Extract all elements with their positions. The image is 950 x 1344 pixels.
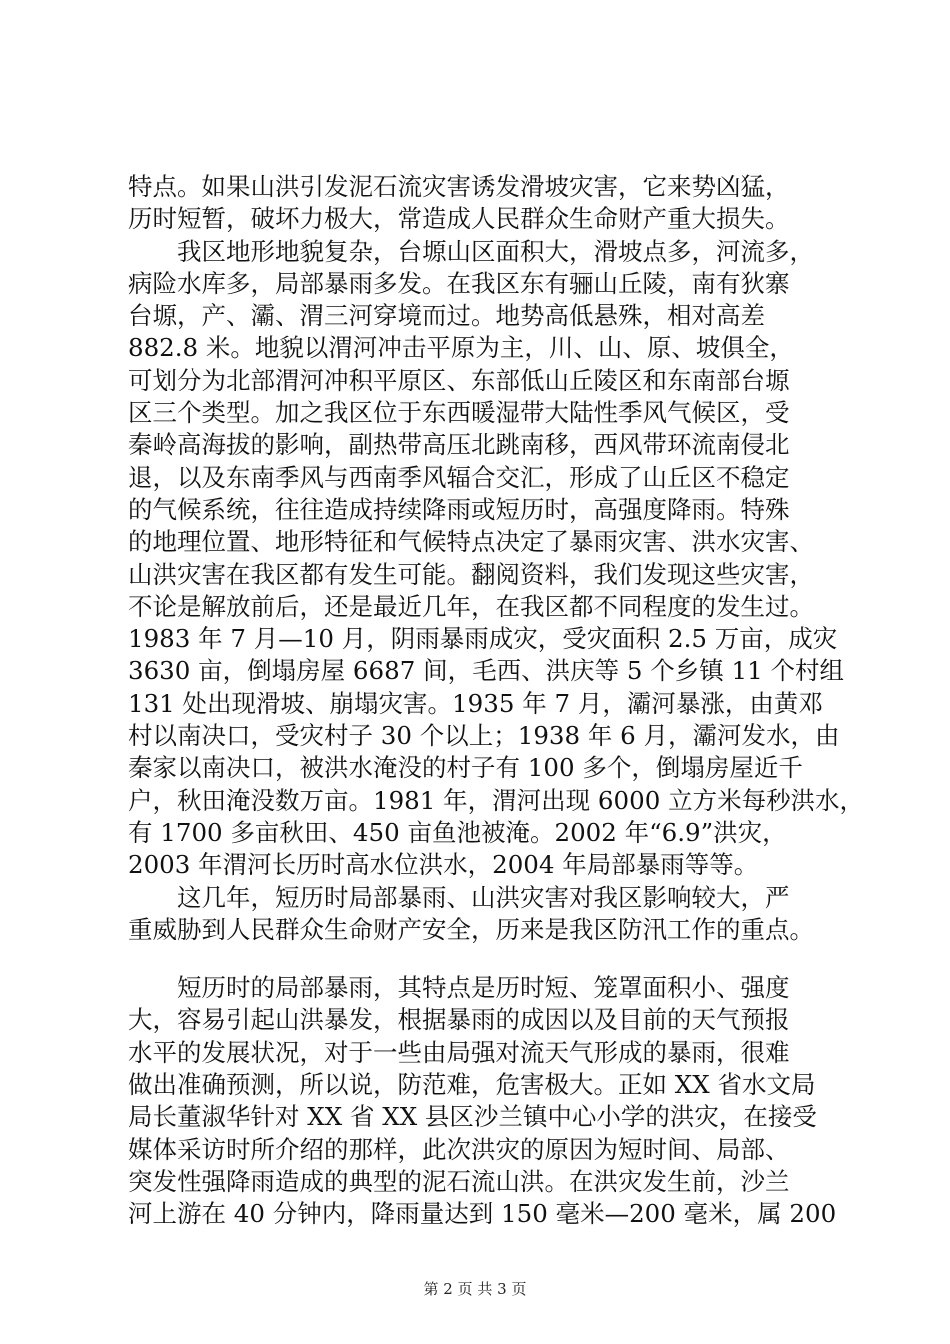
text-line: 可划分为北部渭河冲积平原区、东部低山丘陵区和东南部台塬 <box>128 365 790 395</box>
text-line: 3630 亩，倒塌房屋 6687 间，毛西、洪庆等 5 个乡镇 11 个村组 <box>128 656 844 686</box>
text-line: 历时短暂，破坏力极大，常造成人民群众生命财产重大损失。 <box>128 204 790 234</box>
paragraph <box>128 171 858 236</box>
text-line: 媒体采访时所介绍的那样，此次洪灾的原因为短时间、局部、 <box>128 1134 790 1164</box>
text-line: 2003 年渭河长历时高水位洪水，2004 年局部暴雨等等。 <box>128 850 759 880</box>
text-line: 河上游在 40 分钟内，降雨量达到 150 毫米—200 毫米，属 200 <box>128 1199 837 1229</box>
text-line: 山洪灾害在我区都有发生可能。翻阅资料，我们发现这些灾害， <box>128 559 814 589</box>
text-line: 局长董淑华针对 XX 省 XX 县区沙兰镇中心小学的洪灾，在接受 <box>128 1102 817 1132</box>
text-line: 病险水库多，局部暴雨多发。在我区东有骊山丘陵，南有狄寨 <box>128 268 790 298</box>
text-line: 有 1700 多亩秋田、450 亩鱼池被淹。2002 年“6.9”洪灾， <box>128 817 787 847</box>
text-line: 特点。如果山洪引发泥石流灾害诱发滑坡灾害，它来势凶猛， <box>128 172 790 201</box>
text-line: 这几年，短历时局部暴雨、山洪灾害对我区影响较大，严 <box>128 882 790 912</box>
text-line: 131 处出现滑坡、崩塌灾害。1935 年 7 月，灞河暴涨，由黄邓 <box>128 688 823 718</box>
text-line: 我区地形地貌复杂，台塬山区面积大，滑坡点多，河流多， <box>128 236 814 266</box>
text-line: 短历时的局部暴雨，其特点是历时短、笼罩面积小、强度 <box>128 973 790 1003</box>
paragraph-gap <box>128 946 858 972</box>
text-line: 做出准确预测，所以说，防范难，危害极大。正如 XX 省水文局 <box>128 1070 816 1100</box>
text-line: 村以南决口，受灾村子 30 个以上；1938 年 6 月，灞河发水，由 <box>128 721 840 751</box>
text-line: 退，以及东南季风与西南季风辐合交汇，形成了山丘区不稳定 <box>128 462 790 492</box>
text-line: 台塬，产、灞、渭三河穿境而过。地势高低悬殊，相对高差 <box>128 301 765 331</box>
text-line: 882.8 米。地貌以渭河冲击平原为主，川、山、原、坡俱全， <box>128 333 794 363</box>
text-line: 水平的发展状况，对于一些由局强对流天气形成的暴雨，很难 <box>128 1037 790 1067</box>
text-line: 的气候系统，往往造成持续降雨或短历时，高强度降雨。特殊 <box>128 494 790 524</box>
text-line: 不论是解放前后，还是最近几年，在我区都不同程度的发生过。 <box>128 591 814 621</box>
paragraph <box>128 236 865 882</box>
text-line: 1983 年 7 月—10 月，阴雨暴雨成灾，受灾面积 2.5 万亩，成灾 <box>128 624 838 654</box>
paragraph <box>128 972 858 1230</box>
page-footer: 第 2 页 共 3 页 <box>423 1280 527 1298</box>
body-text <box>128 171 865 1231</box>
text-line: 秦岭高海拔的影响，副热带高压北跳南移，西风带环流南侵北 <box>128 430 790 460</box>
text-line: 的地理位置、地形特征和气候特点决定了暴雨灾害、洪水灾害、 <box>128 527 814 557</box>
text-line: 重威胁到人民群众生命财产安全，历来是我区防汛工作的重点。 <box>128 914 814 944</box>
text-line: 大，容易引起山洪暴发，根据暴雨的成因以及目前的天气预报 <box>128 1005 790 1035</box>
text-line: 区三个类型。加之我区位于东西暖湿带大陆性季风气候区，受 <box>128 398 790 428</box>
text-line: 秦家以南决口，被洪水淹没的村子有 100 多个，倒塌房屋近千 <box>128 753 803 783</box>
text-line: 户，秋田淹没数万亩。1981 年，渭河出现 6000 立方米每秒洪水， <box>128 785 865 815</box>
paragraph <box>128 882 858 947</box>
text-line: 突发性强降雨造成的典型的泥石流山洪。在洪灾发生前，沙兰 <box>128 1166 790 1196</box>
